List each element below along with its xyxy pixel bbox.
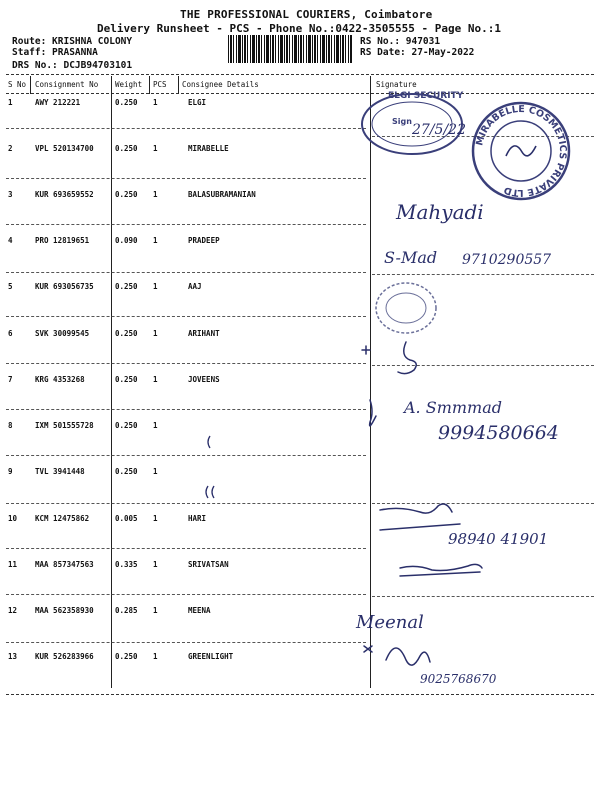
row-pcs: 1 [153, 421, 158, 430]
tick-mark-row6 [362, 346, 370, 354]
row-sno: 12 [8, 606, 18, 615]
col-weight: Weight [115, 80, 143, 89]
staff-label: Staff: PRASANNA [12, 47, 98, 58]
row-sno: 5 [8, 282, 13, 291]
row-weight: 0.250 [115, 375, 138, 384]
sno-divider [30, 76, 31, 94]
col-pcs: PCS [153, 80, 167, 89]
row-sno: 6 [8, 329, 13, 338]
row13-mark [364, 646, 372, 652]
row-consignee: SRIVATSAN [188, 560, 229, 569]
row-consignment: SVK 30099545 [35, 329, 90, 338]
row-rule [6, 548, 366, 549]
row-rule [6, 455, 366, 456]
row10-scribble [380, 504, 452, 513]
rs-number: RS No.: 947031 [360, 36, 441, 47]
row-consignment: MAA 562358930 [35, 606, 94, 615]
row-sno: 4 [8, 236, 13, 245]
row3-signature: Mahyadi [396, 200, 484, 224]
row-consignment: AWY 212221 [35, 98, 81, 107]
row-weight: 0.250 [115, 467, 138, 476]
row-consignee: AAJ [188, 282, 202, 291]
row-consignment: TVL 3941448 [35, 467, 85, 476]
row-pcs: 1 [153, 282, 158, 291]
row-consignment: IXM 501555728 [35, 421, 94, 430]
row-sno: 8 [8, 421, 13, 430]
row11-scribble [400, 564, 482, 570]
row-rule [6, 409, 366, 410]
row-weight: 0.090 [115, 236, 138, 245]
row6-scribble [398, 342, 416, 374]
row-consignment: VPL 520134700 [35, 144, 94, 153]
row-weight: 0.250 [115, 421, 138, 430]
runsheet-subtitle: Delivery Runsheet - PCS - Phone No.:0422-3505555 - Page No.:1 [97, 22, 501, 35]
row7-signature: A. Smmmad [404, 398, 502, 417]
row-rule [6, 594, 366, 595]
row-rule [6, 272, 366, 273]
row-rule [6, 503, 366, 504]
row-pcs: 1 [153, 190, 158, 199]
row12-signature: Meenal [356, 612, 424, 633]
row-weight: 0.285 [115, 606, 138, 615]
row-consignment: KCM 12475862 [35, 514, 90, 523]
row4-signature: S-Mad [384, 248, 438, 267]
row-consignee: BALASUBRAMANIAN [188, 190, 256, 199]
row-sno: 11 [8, 560, 18, 569]
row-pcs: 1 [153, 375, 158, 384]
pcs-divider [178, 76, 179, 94]
row-consignment: KUR 693659552 [35, 190, 94, 199]
ditto-mark-row8 [208, 436, 210, 448]
row4-phone: 9710290557 [462, 252, 552, 268]
row7-mark [370, 400, 376, 426]
row-sno: 3 [8, 190, 13, 199]
row-consignment: MAA 857347563 [35, 560, 94, 569]
row-consignee: PRADEEP [188, 236, 220, 245]
row13-phone: 9025768670 [420, 672, 497, 686]
row-consignee: MIRABELLE [188, 144, 229, 153]
row-rule [6, 642, 366, 643]
row-consignment: KUR 693056735 [35, 282, 94, 291]
row-rule [6, 316, 366, 317]
row11-strike [400, 572, 480, 576]
row-consignee: MEENA [188, 606, 211, 615]
elgi-security-stamp [350, 82, 480, 162]
elgi-stamp-text: ELGI SECURITY [388, 91, 464, 101]
col-consignee: Consignee Details [182, 80, 259, 89]
row-pcs: 1 [153, 144, 158, 153]
row-weight: 0.005 [115, 514, 138, 523]
row-weight: 0.335 [115, 560, 138, 569]
row-consignee: JOVEENS [188, 375, 220, 384]
row-pcs: 1 [153, 236, 158, 245]
drs-number: DRS No.: DCJB94703101 [12, 60, 133, 71]
pen-scribbles [340, 320, 600, 700]
row-consignee: GREENLIGHT [188, 652, 234, 661]
row10-phone: 98940 41901 [448, 530, 549, 548]
row-pcs: 1 [153, 98, 158, 107]
elgi-stamp-sign: Sign [392, 117, 412, 126]
row-weight: 0.250 [115, 652, 138, 661]
weight-divider [149, 76, 150, 94]
row-consignee: ELGI [188, 98, 207, 107]
rs-date: RS Date: 27-May-2022 [360, 47, 475, 58]
row-weight: 0.250 [115, 98, 138, 107]
row10-strike [380, 524, 460, 530]
company-title: THE PROFESSIONAL COURIERS, Coimbatore [180, 8, 433, 21]
row-consignment: KUR 526283966 [35, 652, 94, 661]
row-weight: 0.250 [115, 282, 138, 291]
header-top-rule [6, 74, 594, 75]
col-signature: Signature [376, 80, 417, 89]
row-pcs: 1 [153, 329, 158, 338]
row-consignee: HARI [188, 514, 207, 523]
row-sno: 10 [8, 514, 18, 523]
row-sno: 2 [8, 144, 13, 153]
row-rule [6, 363, 366, 364]
col-sno: S No [8, 80, 27, 89]
row-consignee: ARIHANT [188, 329, 220, 338]
ditto-marks [200, 426, 230, 506]
row-rule [6, 128, 366, 129]
header-bottom-rule [6, 93, 594, 94]
row-weight: 0.250 [115, 190, 138, 199]
row-consignment: KRG 4353268 [35, 375, 85, 384]
row-sig-rule [372, 274, 594, 275]
row13-scribble [386, 648, 430, 665]
row-weight: 0.250 [115, 144, 138, 153]
row-rule [6, 224, 366, 225]
row-sno: 13 [8, 652, 18, 661]
col-consignment: Consignment No [35, 80, 99, 89]
mirabelle-stamp-text: MIRABELLE COSMETICS PRIVATE LTD [474, 103, 569, 199]
row-weight: 0.250 [115, 329, 138, 338]
row-sno: 1 [8, 98, 13, 107]
elgi-stamp-date: 27/5/22 [412, 122, 466, 138]
row-rule [6, 178, 366, 179]
row8-phone: 9994580664 [438, 422, 559, 444]
row-sno: 9 [8, 467, 13, 476]
mirabelle-stamp [466, 96, 576, 206]
row-pcs: 1 [153, 467, 158, 476]
row-pcs: 1 [153, 560, 158, 569]
row-pcs: 1 [153, 606, 158, 615]
row-pcs: 1 [153, 514, 158, 523]
row-pcs: 1 [153, 652, 158, 661]
route-label: Route: KRISHNA COLONY [12, 36, 133, 47]
ditto-mark-row9 [206, 486, 214, 498]
barcode [228, 35, 352, 63]
row-sno: 7 [8, 375, 13, 384]
row-consignment: PRO 12819651 [35, 236, 90, 245]
